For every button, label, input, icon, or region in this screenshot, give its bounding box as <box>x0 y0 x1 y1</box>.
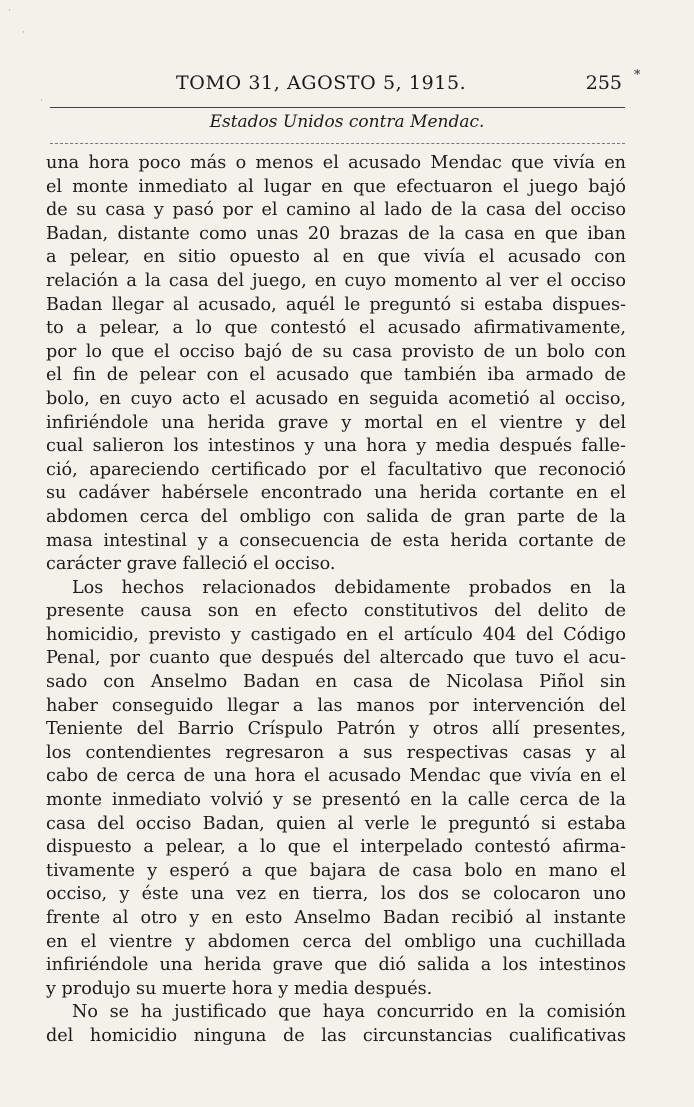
text-line: occiso, y éste una vez en tierra, los dos se colocaron uno <box>46 884 626 905</box>
text-line: en el vientre y abdomen cerca del ombligo una cuchillada <box>46 931 626 952</box>
text-line: casa del occiso Badan, quien al verle le preguntó si estaba <box>46 813 626 834</box>
paper-speck: · <box>40 96 43 106</box>
text-line: de su casa y pasó por el camino al lado de la casa del occiso <box>46 200 626 221</box>
text-line: carácter grave falleció el occiso. <box>46 554 336 575</box>
paper-speck: · <box>22 28 25 38</box>
text-line: presente causa son en efecto constitutivos del delito de <box>46 601 626 622</box>
text-line: del homicidio ninguna de las circunstancias cualificativas <box>46 1025 626 1046</box>
text-line: sado con Anselmo Badan en casa de Nicolasa Piñol sin <box>46 672 626 693</box>
text-line: masa intestinal y a consecuencia de esta herida cortante de <box>46 530 626 551</box>
header-rule <box>50 107 625 108</box>
text-line: dispuesto a pelear, a lo que el interpelado contestó afirma- <box>46 837 626 858</box>
paragraph-start-line: Los hechos relacionados debidamente probados en la <box>72 577 626 598</box>
text-line: bolo, en cuyo acto el acusado en seguida acometió al occiso, <box>46 388 626 409</box>
text-line: Teniente del Barrio Críspulo Patrón y otros allí presentes, <box>46 719 626 740</box>
text-line: cabo de cerca de una hora el acusado Mendac que vivía en el <box>46 766 626 787</box>
running-head: TOMO 31, AGOSTO 5, 1915. <box>176 72 467 94</box>
text-line: su cadáver habérsele encontrado una herida cortante en el <box>46 483 626 504</box>
text-line: abdomen cerca del ombligo con salida de gran parte de la <box>46 506 626 527</box>
text-line: Badan, distante como unas 20 brazas de la casa en que iban <box>46 223 626 244</box>
text-line: homicidio, previsto y castigado en el artículo 404 del Código <box>46 624 626 645</box>
case-title: Estados Unidos contra Mendac. <box>209 112 485 132</box>
text-line: una hora poco más o menos el acusado Mendac que vivía en <box>46 153 626 173</box>
text-line: ció, apareciendo certificado por el facultativo que reconoció <box>46 459 626 480</box>
text-line: infiriéndole una herida grave y mortal en el vientre y del <box>46 412 626 433</box>
ornament-mark: * <box>634 68 641 83</box>
text-line: el fin de pelear con el acusado que también iba armado de <box>46 365 626 386</box>
text-line: haber conseguido llegar a las manos por intervención del <box>46 695 626 716</box>
text-line: el monte inmediato al lugar en que efectuaron el juego bajó <box>46 176 626 197</box>
text-line: cual salieron los intestinos y una hora y media después falle- <box>46 436 626 457</box>
text-line: y produjo su muerte hora y media después. <box>46 978 433 999</box>
text-line: tivamente y esperó a que bajara de casa bolo en mano el <box>46 860 626 881</box>
text-line: relación a la casa del juego, en cuyo momento al ver el occiso <box>46 270 626 291</box>
page-number: 255 <box>585 72 622 94</box>
text-line: los contendientes regresaron a sus respectivas casas y al <box>46 742 626 763</box>
text-line: Badan llegar al acusado, aquél le preguntó si estaba dispues- <box>46 294 626 315</box>
paragraph-start-line: No se ha justificado que haya concurrido en la comisión <box>72 1002 626 1023</box>
text-line: monte inmediato volvió y se presentó en la calle cerca de la <box>46 790 626 811</box>
title-rule <box>50 143 625 144</box>
text-line: frente al otro y en esto Anselmo Badan recibió al instante <box>46 908 626 928</box>
page-header <box>50 72 632 102</box>
text-line: Penal, por cuanto que después del altercado que tuvo el acu- <box>46 648 626 669</box>
text-line: to a pelear, a lo que contestó el acusado afirmativamente, <box>46 318 626 339</box>
text-line: a pelear, en sitio opuesto al en que vivía el acusado con <box>46 247 626 268</box>
text-line: infiriéndole una herida grave que dió salida a los intestinos <box>46 955 626 976</box>
body-text <box>46 152 626 1049</box>
paper-speck: · <box>8 6 11 16</box>
text-line: por lo que el occiso bajó de su casa provisto de un bolo con <box>46 341 626 362</box>
